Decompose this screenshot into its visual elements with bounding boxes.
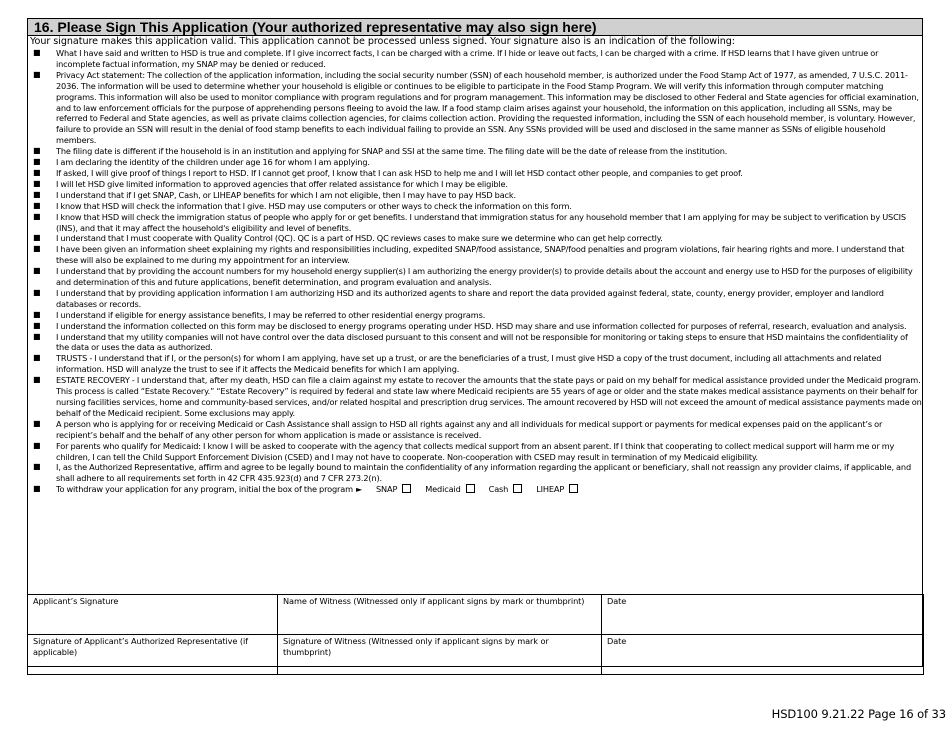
list-item: ■ I am declaring the identity of the children under age 16 for whom I am applying. [33,157,370,168]
program-cash-label: Cash [488,484,509,495]
terms-list [30,48,922,496]
list-item: ■ I will let HSD give limited information to approved agencies that offer related assistance for which I may be eligible. [33,178,508,189]
list-item: ■ If asked, I will give proof of things I report to HSD. If I cannot get proof, I know that I can ask HSD to help me and I will let HSD contact other people, and companies to get proof. [33,167,743,178]
bullet-icon: ■ [33,375,41,385]
program-snap-label: SNAP [375,484,398,495]
program-snap-checkbox[interactable] [402,484,411,493]
bullet-icon: ■ [33,287,41,297]
signature-table [27,594,924,675]
date-field-2[interactable] [602,635,924,675]
date-label: Date [607,596,627,606]
list-item: ■ I understand that by providing the account numbers for my household energy supplier(s) I am authorizing the energy provider(s) to provide details about the account and energy use to HSD for the purposes of eligibility and determination of this and future applications, benefit determination, and program evaluation and analysis. [33,266,913,288]
bullet-icon: ■ [33,309,41,319]
list-item: ■ I understand that by providing application information I am authorizing HSD and its authorized agents to share and report the data provided against federal, state, county, energy provider, employer and landlord databases or records. [33,287,884,309]
bullet-icon: ■ [33,146,41,156]
list-item: ■ The filing date is different if the household is in an institution and applying for SNAP and SSI at the same time. The filing date will be the date of release from the institution. [33,146,728,157]
bullet-icon: ■ [33,200,41,210]
list-item: ■ I have been given an information sheet explaining my rights and responsibilities including, expedited SNAP/food assistance, SNAP/food penalties and program violations, fair hearing rights and more. I understand that these will also be explained to me during my appointment for an interview. [33,244,905,266]
bullet-icon: ■ [33,69,41,79]
list-item: ■ A person who is applying for or receiving Medicaid or Cash Assistance shall assign to HSD all rights against any and all individuals for medical support or payments for medical expenses paid on the applicant’s or recipient’s behalf and the behalf of any other person for whom application is made or assistance is received. [33,418,883,440]
bullet-icon: ■ [33,48,41,57]
bullet-icon: ■ [33,167,41,177]
list-item: ■ ESTATE RECOVERY - I understand that, after my death, HSD can file a claim against my estate to recover the amounts that the state pays or paid on my behalf for medical assistance provided under the Medicaid program. This process is called “Estate Recovery.” “Estate Recovery” is required by federal and state law where Medicaid recipients are 55 years of age or older and the state makes medical assistance payments on their behalf for nursing facilities services, home and community-based services, and/or related hospital and prescription drug services. The amount recovered by HSD will not exceed the amount of medical assistance payments made on behalf of the Medicaid recipient. Some exclusions may apply. [33,375,922,418]
bullet-icon: ■ [33,189,41,199]
arrow-right-icon: ► [355,485,362,495]
list-item: ■ I understand that I must cooperate with Quality Control (QC). QC is a part of HSD. QC reviews cases to make sure we determine who can get help correctly. [33,233,663,244]
list-item: ■ Privacy Act statement: The collection of the application information, including the social security number (SSN) of each household member, is authorized under the Food Stamp Act of 1977, as amended, 7 U.S.C. 2011-2036. The information will be used to determine whether your household is eligible or continues to be eligible to participate in the Food Stamp Program. We will verify this information through computer matching programs. This information will also be used to monitor compliance with program regulations and for program management. This information may be disclosed to other Federal and State agencies for official examination, and to law enforcement officials for the purpose of apprehending persons fleeing to avoid the law. If a food stamp claim arises against your household, the information on this application, including all SSNs, may be referred to Federal and State agencies, as well as private claims collection agencies, for claims collection action. Providing the requested information, including the SSN of each household member, is voluntary. However, failure to provide an SSN will result in the denial of food stamp benefits to each individual failing to provide an SSN. Any SSNs provided will be used and disclosed in the same manner as SSNs of eligible household members. [33,69,919,146]
witness-name-label: Name of Witness (Witnessed only if applicant signs by mark or thumbprint) [283,596,585,606]
list-item: ■ I understand if eligible for energy assistance benefits, I may be referred to other residential energy programs. [33,309,486,320]
program-medicaid-label: Medicaid [425,484,461,495]
bullet-icon: ■ [33,440,41,450]
bullet-icon: ■ [33,266,41,276]
list-item: ■ What I have said and written to HSD is true and complete. If I give incorrect facts, I can be charged with a crime. If I hide or leave out facts, I can be charged with a crime. If HSD learns that I have given untrue or incomplete factual information, my SNAP may be denied or reduced. [33,48,879,69]
list-item: ■ For parents who qualify for Medicaid: I know I will be asked to cooperate with the agency that collects medical support from an absent parent. If I think that cooperating to collect medical support will harm me or my children, I can tell the Child Support Enforcement Division (CSED) and I may not have to cooperate. Non-cooperation with CSED may result in termination of my Medicaid eligibility. [33,440,895,462]
bullet-icon: ■ [33,462,41,472]
signature-section [27,18,923,667]
list-item: ■ I understand the information collected on this form may be disclosed to energy programs operating under HSD. HSD may share and use information collected for purposes of referral, research, evaluation and analysis. [33,320,907,331]
program-liheap-checkbox[interactable] [569,484,578,493]
intro-text: Your signature makes this application valid. This application cannot be processed unless signed. Your signature also is an indication of the following: [30,36,735,47]
bullet-icon: ■ [33,353,41,363]
withdraw-text: To withdraw your application for any program, initial the box of the program [56,484,353,495]
date-label-2: Date [607,636,627,646]
bullet-icon: ■ [33,418,41,428]
bullet-icon: ■ [33,331,41,341]
applicant-signature-field[interactable] [28,595,278,635]
program-liheap-label: LIHEAP [536,484,565,495]
page-footer: HSD100 9.21.22 Page 16 of 33 [771,707,946,721]
witness-signature-field[interactable] [278,635,602,675]
bullet-icon: ■ [33,244,41,254]
withdraw-row [30,484,922,496]
list-item: ■ TRUSTS - I understand that if I, or the person(s) for whom I am applying, have set up a trust, or are the beneficiaries of a trust, I must give HSD a copy of the trust document, including all attachments and related information. HSD will analyze the trust to see if it affects the Medicaid benefits for which I am applying. [33,353,882,375]
applicant-signature-label: Applicant’s Signature [33,596,119,606]
section-title: 16. Please Sign This Application (Your authorized representative may also sign here) [28,19,922,36]
list-item: ■ I understand that if I get SNAP, Cash, or LIHEAP benefits for which I am not eligible, then I may have to pay HSD back. [33,189,516,200]
bullet-icon: ■ [33,178,41,188]
bullet-icon: ■ [33,484,41,494]
bullet-icon: ■ [33,233,41,243]
witness-name-field[interactable] [278,595,602,635]
date-field[interactable] [602,595,924,635]
list-item: ■ I know that HSD will check the immigration status of people who apply for or get benefits. I understand that immigration status for any household member that I am applying for may be subject to verification by USCIS (INS), and that it may affect the household's eligibility and level of benefits. [33,211,906,233]
bullet-icon: ■ [33,211,41,221]
list-item: ■ I know that HSD will check the information that I give. HSD may use computers or other ways to check the information on this form. [33,200,572,211]
rep-signature-field[interactable] [28,635,278,675]
bullet-icon: ■ [33,320,41,330]
bullet-icon: ■ [33,157,41,167]
program-cash-checkbox[interactable] [513,484,522,493]
list-item: ■ I understand that my utility companies will not have control over the data disclosed pursuant to this consent and will not be responsible for monitoring or taking steps to ensure that HSD maintains the confidentiality of the data or uses the data as authorized. [33,331,908,353]
program-medicaid-checkbox[interactable] [466,484,475,493]
witness-signature-label: Signature of Witness (Witnessed only if applicant signs by mark or thumbprint) [283,636,549,657]
rep-signature-label: Signature of Applicant’s Authorized Representative (if applicable) [33,636,248,657]
list-item: ■ I, as the Authorized Representative, affirm and agree to be legally bound to maintain the confidentiality of any information regarding the applicant or beneficiary, shall not reassign any provider claims, if applicable, and shall adhere to all requirements set forth in 42 CFR 435.923(d) and 7 CFR 273.2(n). [33,462,912,484]
